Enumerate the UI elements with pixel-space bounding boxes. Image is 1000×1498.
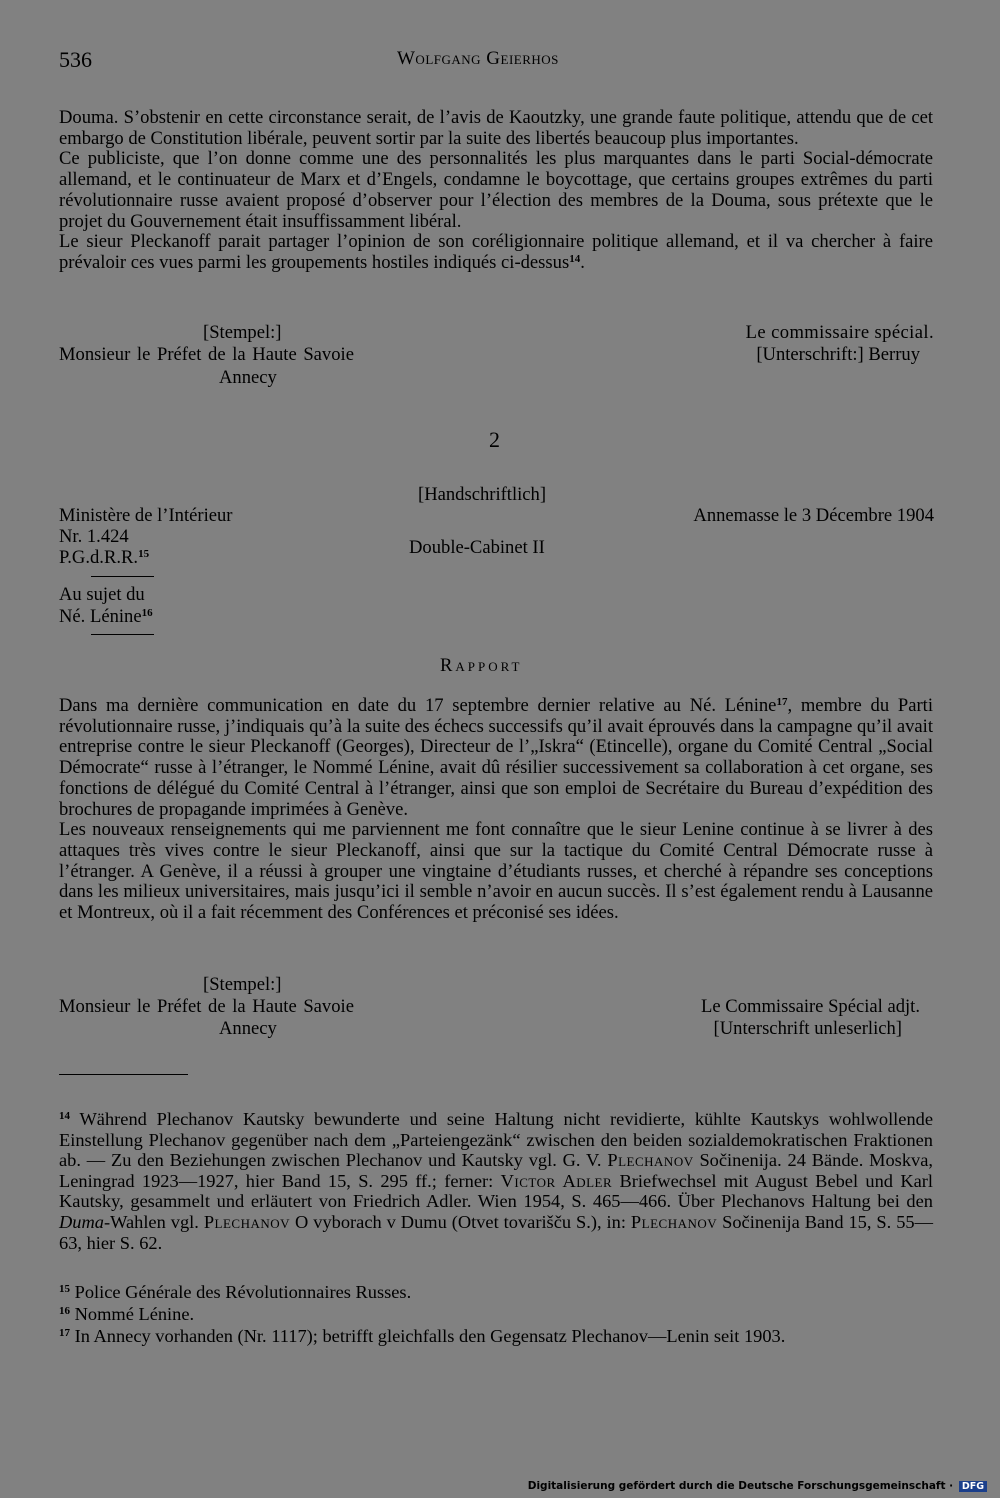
footnote-16-number: 16: [59, 1305, 70, 1317]
doc2-city: Annecy: [219, 1018, 277, 1039]
doc2-text: [59, 696, 933, 924]
doc2-paragraph-1-start: Dans ma dernière communication en date du 17 septembre dernier relative au Né. Lénine: [59, 695, 777, 716]
footnote-ref-14: 14: [569, 252, 581, 265]
doc2-pgdrr: [59, 547, 149, 569]
doc2-stamp: [Stempel:]: [203, 974, 282, 995]
doc2-commissaire: Le Commissaire Spécial adjt.: [701, 996, 920, 1017]
doc2-paragraph-1-rest: , membre du Parti révolutionnaire russe, j’indiquais qu’à la suite des échecs successifs qu’il avait éprouvés dans la campagne qu’il avait entreprise contre le sieur Pleckanoff (Georges), Directeur de l’„Iskra“ (Etincelle), organe du Comité Central „Social Démocrate“ russe à l’étranger, le Nommé Lénine, avait dû résilier successivement sa collaboration à cet organe, ses fonctions de délégué du Comité Central à l’étranger, ainsi que son emploi de Secrétaire du Bureau d’expédition des brochures de propagande imprimées à Genève.: [59, 695, 934, 820]
digitization-credit-text: Digitalisierung gefördert durch die Deutsche Forschungsgemeinschaft ·: [527, 1480, 954, 1492]
doc1-recipient: Monsieur le Préfet de la Haute Savoie: [59, 344, 354, 365]
footnote-14-number: 14: [59, 1110, 70, 1122]
report-title: Rapport: [440, 655, 523, 676]
footnote-16: [59, 1304, 933, 1325]
footnote-ref-16: 16: [141, 607, 153, 619]
doc1-paragraph-1: Douma. S’obstenir en cette circonstance serait, de l’avis de Kaoutzky, une grande faute politique, attendu que de cet embargo de Constitution libérale, peuvent sortir par la suite des libertés beaucoup plus importantes.: [59, 107, 933, 149]
doc2-handwritten-note: [Handschriftlich]: [418, 484, 547, 505]
doc2-place-date: Annemasse le 3 Décembre 1904: [693, 505, 934, 526]
dfg-logo: DFG: [959, 1481, 987, 1492]
doc1-signature: [Unterschrift:] Berruy: [756, 344, 920, 365]
footnote-17-text: In Annecy vorhanden (Nr. 1117); betrifft gleichfalls den Gegensatz Plechanov—Lenin seit 1903.: [74, 1326, 786, 1346]
footnote-14-italic: Duma: [59, 1211, 104, 1232]
footnote-16-text: Nommé Lénine.: [74, 1304, 195, 1324]
doc1-paragraph-2: Ce publiciste, que l’on donne comme une des personnalités les plus marquantes dans le parti Social-démocrate allemand, et le continuateur de Marx et d’Engels, condamne le boycottage, que certains groupes extrêmes du parti révolutionnaire russe avaient proposé d’observer pour l’élection des membres de la Douma, sous prétexte que le projet du Gouvernement était insuffissamment libéral.: [59, 148, 933, 232]
footnote-17: [59, 1326, 933, 1347]
doc1-commissaire: Le commissaire spécial.: [745, 322, 934, 343]
footnote-14-author-4: Plechanov: [630, 1211, 718, 1232]
doc1-stamp: [Stempel:]: [203, 322, 282, 343]
doc1-paragraph-3: Le sieur Pleckanoff parait partager l’opinion de son coréligionnaire politique allemand, et il va chercher à faire prévaloir ces vues parmi les groupements hostiles indiqués ci-dessus$^{14}$.: [59, 231, 933, 273]
footnote-14-author-1: Plechanov: [607, 1150, 694, 1171]
doc1-city: Annecy: [219, 367, 277, 388]
footnote-14-text-d: -Wahlen vgl.: [103, 1211, 199, 1232]
footnote-15: [59, 1282, 933, 1303]
doc1-paragraph-3-text: Le sieur Pleckanoff parait partager l’opinion de son coréligionnaire politique allemand, et il va chercher à faire prévaloir ces vues parmi les groupements hostiles indiqués ci-dessus: [59, 231, 933, 273]
footnote-14-text-e: O vyborach v Dumu (Otvet tovarišču S.), in:: [295, 1211, 626, 1232]
doc2-pgdrr-text: P.G.d.R.R.: [59, 547, 139, 568]
footnote-ref-15: 15: [138, 548, 150, 560]
digitization-credit: [528, 1480, 987, 1492]
footnote-ref-17: 17: [776, 696, 788, 708]
page-number: 536: [59, 47, 92, 72]
doc2-signature: [Unterschrift unleserlich]: [713, 1018, 902, 1039]
doc2-recipient: Monsieur le Préfet de la Haute Savoie: [59, 996, 354, 1017]
doc2-nr: Nr. 1.424: [59, 526, 129, 547]
footnote-14-text-f: Sočinenija Band 15, S. 55—63, hier S. 62.: [59, 1211, 933, 1253]
doc2-subject-line2: [59, 606, 153, 628]
doc2-paragraph-1: [59, 696, 933, 820]
footnote-14-author-3: Plechanov: [203, 1211, 291, 1232]
doc2-paragraph-2: Les nouveaux renseignements qui me parviennent me font connaître que le sieur Lenine continue à se livrer à des attaques très vives contre le sieur Pleckanoff, ainsi que sur la tactique du Comité Central Démocrate russe à l’étranger. A Genève, il a réussi à grouper une vingtaine d’étudiants russes, et cherché à répandre ses conceptions dans les milieux universitaires, mais jusqu’ici il semble n’avoir en aucun succès. Il s’est également rendu à Lausanne et Montreux, où il a fait récemment des Conférences et préconisé ses idées.: [59, 819, 933, 924]
footnote-separator: [59, 1074, 188, 1075]
footnote-15-text: Police Générale des Révolutionnaires Russes.: [74, 1282, 412, 1302]
footnote-14: [59, 1109, 933, 1253]
footnote-14-text-c: Briefwechsel mit August Bebel und Karl Kautsky, gesammelt und erläutert von Friedrich Adler. Wien 1954, S. 465—466. Über Plechanovs Haltung bei den: [59, 1170, 934, 1212]
footnote-14-text-b: Sočinenija. 24 Bände. Moskva, Leningrad 1923—1927, hier Band 15, S. 295 ff.; ferner:: [59, 1150, 933, 1191]
doc1-text: [59, 108, 933, 274]
doc2-subject-line1: Au sujet du: [59, 584, 145, 605]
footnote-17-number: 17: [59, 1327, 70, 1339]
running-title: Wolfgang Geierhos: [397, 48, 559, 69]
subject-rule-top: [91, 576, 154, 577]
doc2-ministry: Ministère de l’Intérieur: [59, 505, 233, 526]
doc2-number: 2: [489, 427, 500, 452]
footnote-14-author-2: Victor Adler: [500, 1170, 613, 1191]
doc2-cabinet: Double-Cabinet II: [409, 537, 545, 558]
footnote-15-number: 15: [59, 1283, 70, 1295]
subject-rule-bottom: [91, 634, 154, 635]
doc2-subject-line2-text: Né. Lénine: [59, 606, 142, 627]
footnote-14-text-a: Während Plechanov Kautsky bewunderte und seine Haltung nicht revidierte, kühlte Kautskys wohlwollende Einstellung Plechanov gegenüber nach dem „Parteiengezänk“ zwischen den beiden sozialdemokratischen Fraktionen ab. — Zu den Beziehungen zwischen Plechanov und Kautsky vgl. G. V.: [59, 1109, 934, 1171]
